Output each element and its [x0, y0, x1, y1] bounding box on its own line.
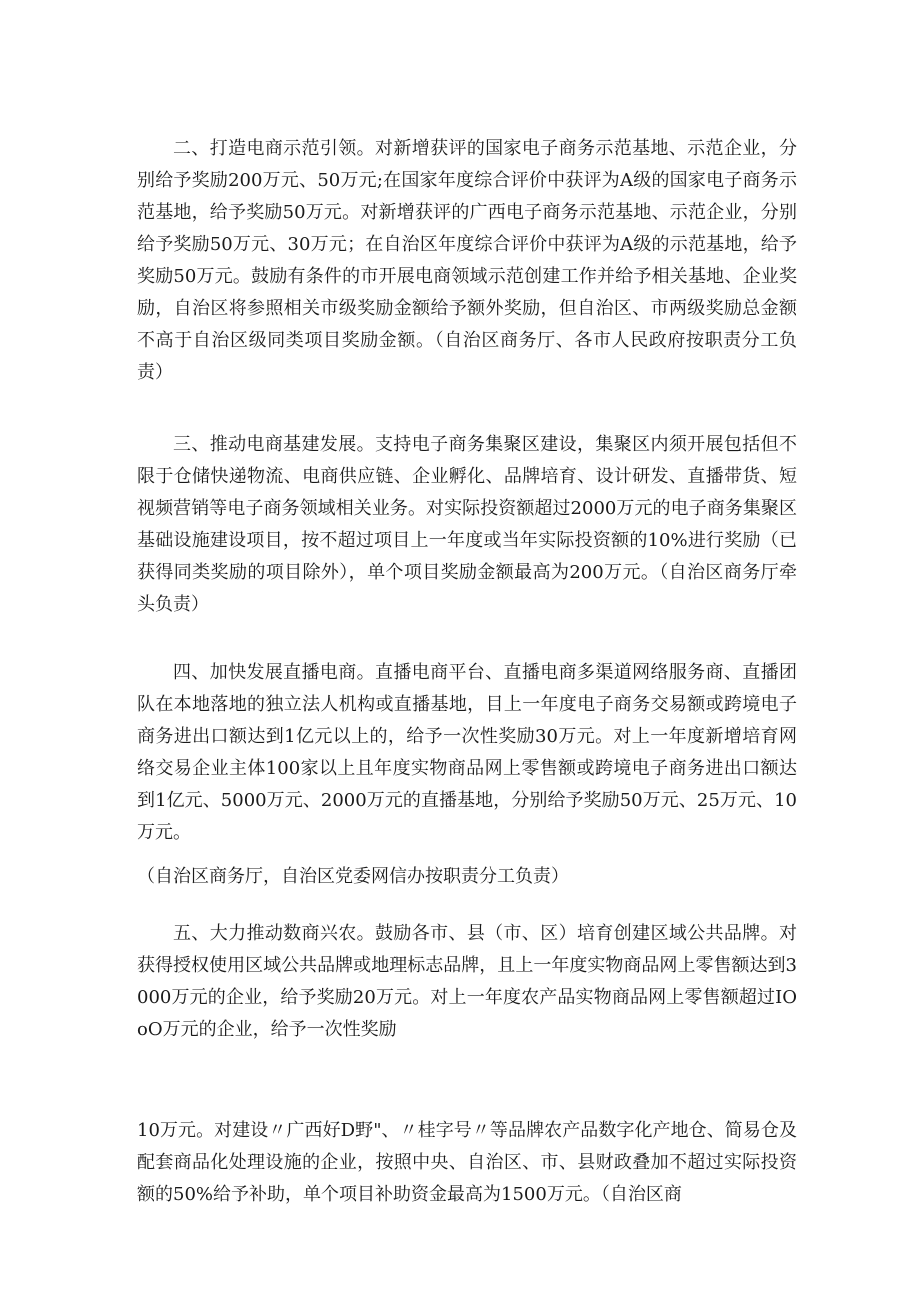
- paragraph-ecommerce-infrastructure: 三、推动电商基建发展。支持电子商务集聚区建设，集聚区内须开展包括但不限于仓储快递物流、电商供应链、企业孵化、品牌培育、设计研发、直播带货、短视频营销等电子商务领域相关业务。对实际投资额超过2000万元的电子商务集聚区基础设施建设项目，按不超过项目上一年度或当年实际投资额的10%进行奖励（已获得同类奖励的项目除外），单个项目奖励金额最高为200万元。（自治区商务厅牵头负责）: [137, 434, 797, 615]
- paragraph-live-streaming-ecommerce: 四、加快发展直播电商。直播电商平台、直播电商多渠道网络服务商、直播团队在本地落地的独立法人机构或直播基地，目上一年度电子商务交易额或跨境电子商务进出口额达到1亿元以上的，给予一次性奖励30万元。对上一年度新增培育网络交易企业主体100家以上且年度实物商品网上零售额或跨境电子商务进出口额达到1亿元、5000万元、2000万元的直播基地，分别给予奖励50万元、25万元、10万元。: [137, 662, 797, 843]
- paragraph-digital-agriculture-continued: 10万元。对建设〃广西好D野"、〃桂字号〃等品牌农产品数字化产地仓、简易仓及配套商品化处理设施的企业，按照中央、自治区、市、县财政叠加不超过实际投资额的50%给予补助，单个项目补助资金最高为1500万元。（自治区商: [137, 1120, 797, 1205]
- paragraph-digital-agriculture: 五、大力推动数商兴农。鼓励各市、县（市、区）培育创建区域公共品牌。对获得授权使用区域公共品牌或地理标志品牌，且上一年度实物商品网上零售额达到3000万元的企业，给予奖励20万元。对上一年度农产品实物商品网上零售额超过IOoO万元的企业，给予一次性奖励: [137, 923, 797, 1040]
- paragraph-responsibility-note: （自治区商务厅，自治区党委网信办按职责分工负责）: [137, 866, 569, 887]
- paragraph-ecommerce-demonstration: 二、打造电商示范引领。对新增获评的国家电子商务示范基地、示范企业，分别给予奖励200万元、50万元;在国家年度综合评价中获评为A级的国家电子商务示范基地，给予奖励50万元。对新增获评的广西电子商务示范基地、示范企业，分别给予奖励50万元、30万元；在自治区年度综合评价中获评为A级的示范基地，给予奖励50万元。鼓励有条件的市开展电商领域示范创建工作并给予相关基地、企业奖励，自治区将参照相关市级奖励金额给予额外奖励，但自治区、市两级奖励总金额不高于自治区级同类项目奖励金额。（自治区商务厅、各市人民政府按职责分工负责）: [137, 138, 797, 383]
